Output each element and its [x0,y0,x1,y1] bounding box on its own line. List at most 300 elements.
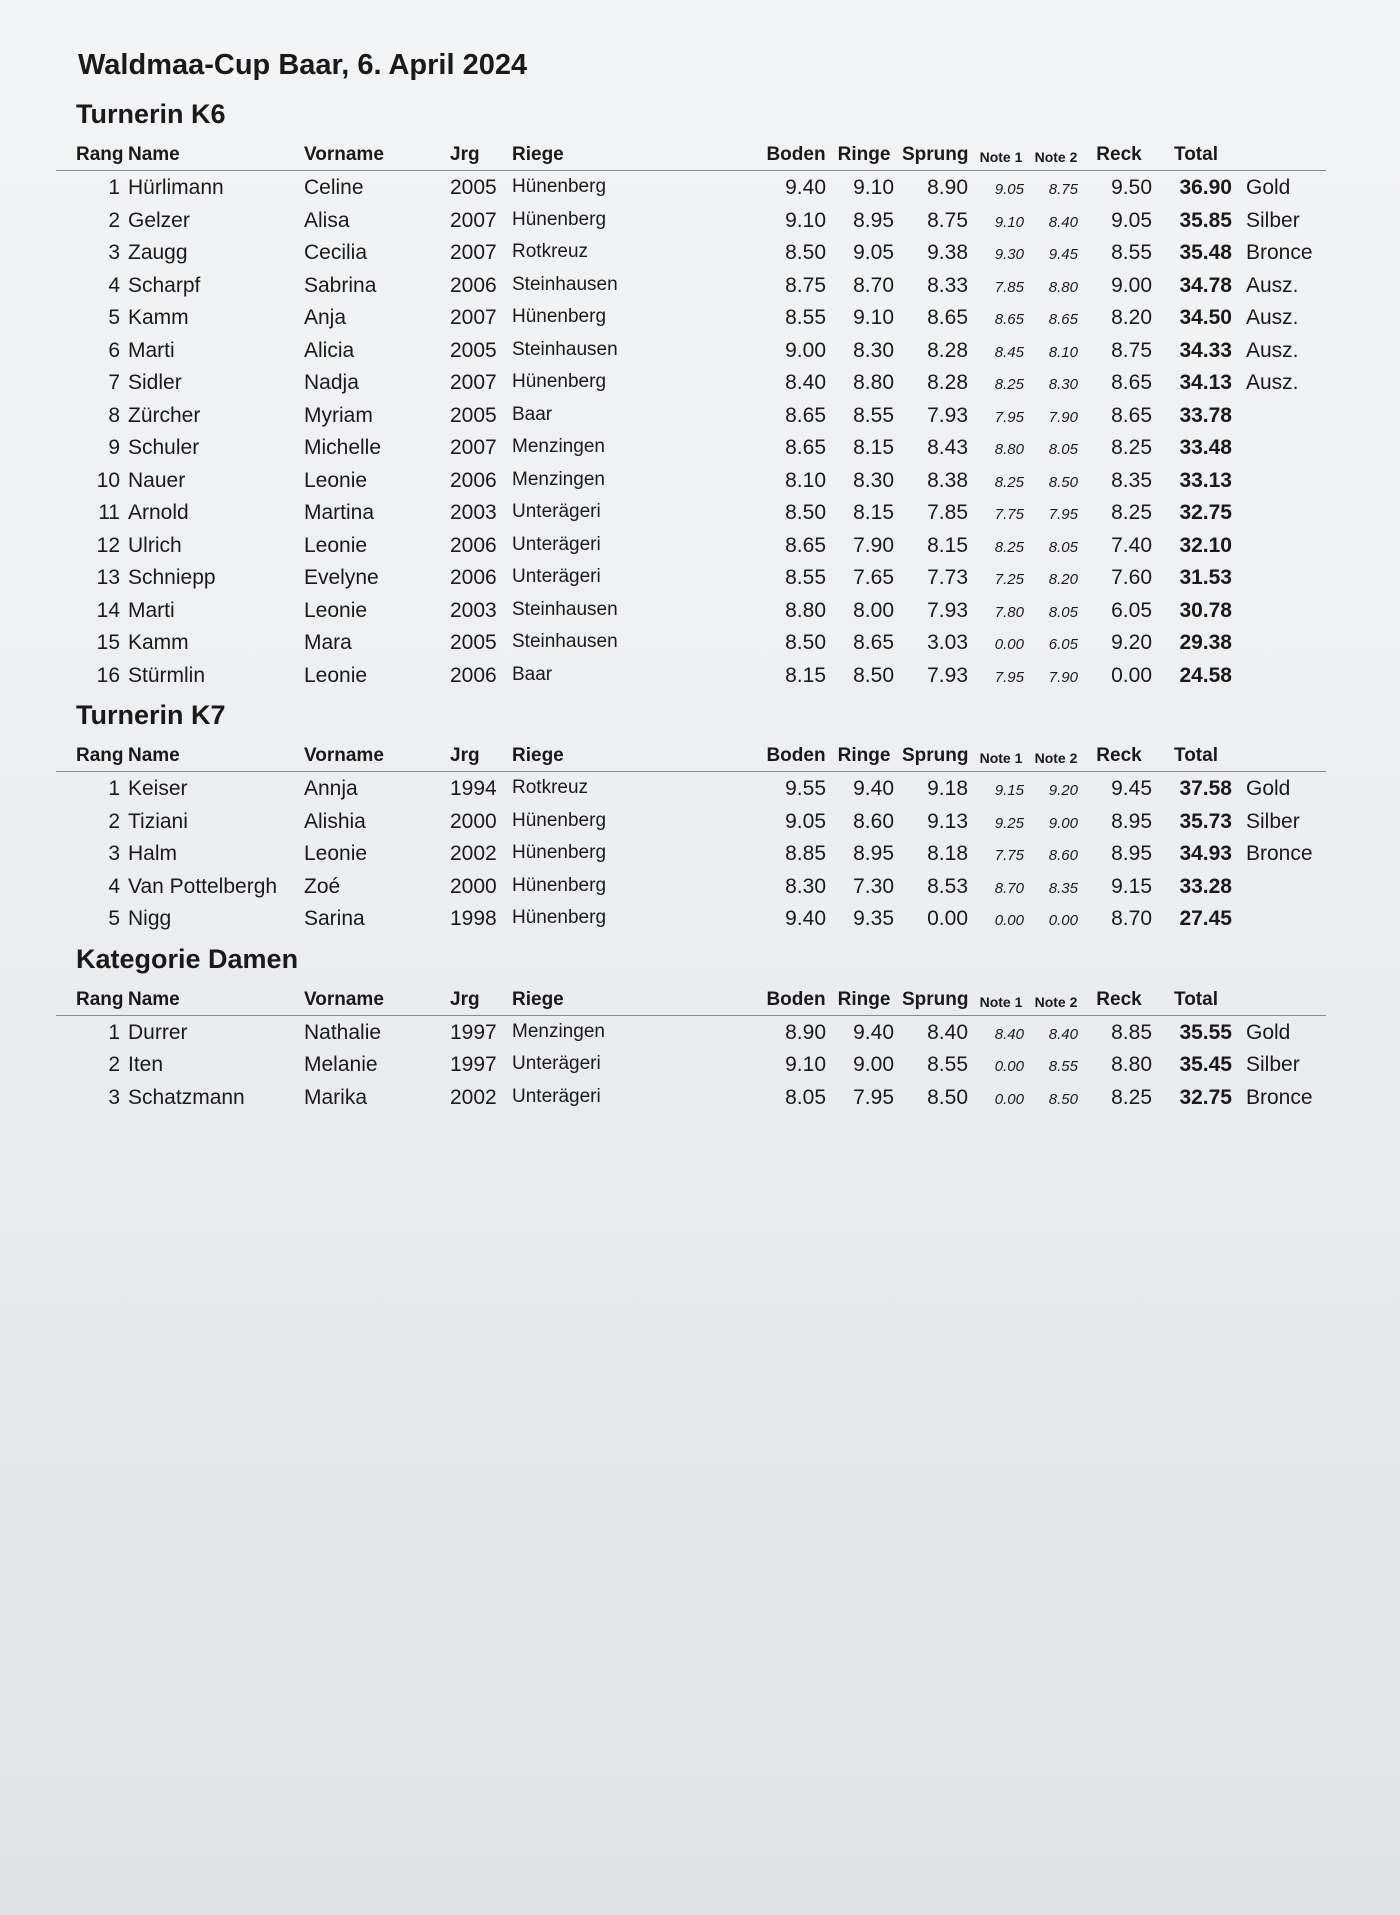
cell-reck: 8.70 [1111,907,1152,930]
cell-name: Hürlimann [128,176,224,199]
cell-note2: 8.65 [1048,311,1078,328]
cell-note1: 0.00 [994,1090,1024,1108]
cell-jrg: 2005 [450,403,497,427]
cell-sprung: 9.18 [927,777,968,800]
cell-riege: Unterägeri [512,1053,601,1074]
header-note2: Note 2 [1034,149,1078,165]
cell-rang: 4 [108,874,120,898]
cell-ringe: 8.95 [853,842,894,865]
cell-reck: 8.25 [1111,436,1152,459]
header-name: Name [128,144,180,165]
cell-ringe: 8.70 [853,273,894,297]
cell-ringe: 9.10 [853,176,894,199]
cell-ringe: 9.35 [853,907,894,930]
cell-jrg: 2002 [450,842,497,865]
cell-reck: 0.00 [1111,663,1152,687]
cell-sprung: 7.93 [927,663,968,687]
cell-ringe: 9.10 [853,306,894,329]
cell-rang: 1 [108,777,120,800]
cell-rang: 12 [96,533,120,557]
cell-note2: 8.20 [1048,571,1078,588]
cell-total: 31.53 [1179,566,1232,589]
cell-jrg: 1997 [450,1020,497,1044]
cell-vorname: Cecilia [304,241,368,264]
cell-boden: 8.80 [785,598,826,622]
cell-boden: 9.10 [785,208,826,232]
table-row [56,902,1346,935]
cell-sprung: 8.38 [927,468,968,492]
cell-reck: 8.35 [1111,468,1152,492]
cell-boden: 8.15 [785,663,826,687]
cell-vorname: Sarina [304,907,365,930]
cell-sprung: 8.40 [927,1020,968,1044]
header-jrg: Jrg [450,745,480,766]
cell-boden: 8.50 [785,501,826,524]
table-row [56,1081,1346,1114]
cell-rang: 7 [108,371,120,394]
table-header [56,136,1326,171]
header-sprung: Sprung [902,988,969,1010]
cell-note2: 8.05 [1048,441,1078,458]
cell-riege: Rotkreuz [512,777,589,798]
cell-ringe: 9.40 [853,777,894,800]
cell-note1: 7.75 [994,847,1024,864]
cell-note2: 8.05 [1048,603,1078,621]
cell-boden: 8.65 [785,436,826,459]
cell-award: Gold [1246,1020,1291,1044]
cell-ringe: 8.30 [853,468,894,492]
cell-reck: 9.05 [1111,208,1152,232]
cell-rang: 1 [108,1020,120,1044]
cell-riege: Unterägeri [512,533,601,555]
cell-note2: 7.90 [1048,668,1078,686]
cell-vorname: Leonie [304,468,368,492]
cell-boden: 8.75 [785,273,826,297]
cell-note1: 0.00 [994,1058,1024,1075]
cell-total: 34.50 [1179,306,1232,329]
cell-sprung: 7.85 [927,501,968,524]
header-reck: Reck [1096,144,1142,165]
cell-vorname: Alishia [304,809,366,833]
cell-riege: Hünenberg [512,907,607,928]
cell-total: 35.55 [1179,1020,1232,1044]
cell-sprung: 8.15 [927,533,968,557]
cell-note1: 7.80 [994,603,1024,621]
header-ringe: Ringe [837,144,891,165]
header-note1: Note 1 [979,993,1023,1010]
cell-riege: Hünenberg [512,176,607,197]
header-rang: Rang [76,144,124,165]
cell-total: 37.58 [1179,777,1232,800]
cell-vorname: Alicia [304,338,355,362]
cell-riege: Baar [512,663,553,685]
cell-jrg: 2007 [450,208,497,232]
cell-rang: 3 [108,241,120,264]
header-rang: Rang [76,745,124,766]
cell-note2: 8.75 [1048,181,1078,198]
cell-total: 27.45 [1179,907,1232,930]
cell-vorname: Alisa [304,208,350,232]
cell-ringe: 9.05 [853,241,894,264]
cell-note2: 9.45 [1048,246,1078,263]
document-title: Waldmaa-Cup Baar, 6. April 2024 [78,49,528,81]
cell-ringe: 8.60 [853,809,894,833]
cell-vorname: Sabrina [304,273,377,297]
cell-rang: 11 [98,501,120,524]
cell-name: Halm [128,842,178,865]
cell-jrg: 2003 [450,501,497,524]
cell-sprung: 0.00 [927,907,968,930]
header-jrg: Jrg [450,144,480,165]
cell-note2: 8.80 [1048,278,1078,296]
cell-award: Ausz. [1246,371,1299,394]
cell-jrg: 2007 [450,306,497,329]
cell-ringe: 8.50 [853,663,894,687]
cell-reck: 9.20 [1111,631,1152,654]
table-row [56,431,1346,464]
header-note1: Note 1 [979,149,1023,165]
cell-name: Sidler [128,371,182,394]
header-riege: Riege [512,144,564,165]
cell-ringe: 8.95 [853,208,894,232]
cell-sprung: 8.50 [927,1085,968,1109]
cell-riege: Rotkreuz [512,241,589,262]
cell-award: Bronce [1246,241,1313,264]
cell-note2: 6.05 [1048,636,1078,653]
cell-note1: 8.80 [994,441,1024,458]
cell-boden: 8.10 [785,468,826,492]
header-boden: Boden [766,144,826,165]
table-row [56,529,1346,562]
cell-name: Zürcher [128,403,201,427]
cell-jrg: 2006 [450,468,497,492]
cell-rang: 2 [108,208,120,232]
header-riege: Riege [512,988,564,1010]
cell-riege: Menzingen [512,436,605,457]
cell-sprung: 8.33 [927,273,968,297]
cell-boden: 9.00 [785,338,826,362]
cell-note2: 7.90 [1048,408,1078,426]
cell-name: Keiser [128,777,188,800]
cell-jrg: 2006 [450,663,497,687]
cell-total: 29.38 [1179,631,1232,654]
cell-sprung: 9.13 [927,809,968,833]
cell-note2: 8.05 [1048,538,1078,556]
cell-reck: 8.25 [1111,501,1152,524]
cell-ringe: 9.40 [853,1020,894,1044]
cell-total: 34.93 [1179,842,1232,865]
cell-boden: 9.10 [785,1053,826,1076]
cell-vorname: Celine [304,176,364,199]
cell-reck: 8.75 [1111,338,1152,362]
cell-note1: 7.25 [994,571,1024,588]
cell-award: Silber [1246,1053,1300,1076]
cell-boden: 8.05 [785,1085,826,1109]
cell-rang: 13 [96,566,120,589]
cell-riege: Steinhausen [512,273,618,295]
cell-note2: 0.00 [1048,912,1078,929]
header-reck: Reck [1096,745,1142,766]
cell-name: Arnold [128,501,189,524]
header-ringe: Ringe [837,745,891,766]
cell-ringe: 7.90 [853,533,894,557]
table-row [56,561,1346,594]
header-rang: Rang [76,988,124,1010]
header-reck: Reck [1096,988,1142,1010]
cell-ringe: 8.15 [853,501,894,524]
cell-name: Schuler [128,436,200,459]
cell-ringe: 8.80 [853,371,894,394]
cell-riege: Unterägeri [512,1085,601,1107]
cell-reck: 8.95 [1111,842,1152,865]
cell-reck: 6.05 [1111,598,1152,622]
table-row [56,464,1346,497]
cell-note1: 8.25 [994,376,1024,393]
cell-total: 35.73 [1179,809,1232,833]
cell-vorname: Myriam [304,403,373,427]
cell-jrg: 2005 [450,631,497,654]
cell-riege: Steinhausen [512,338,618,360]
cell-name: Schniepp [128,566,216,589]
cell-vorname: Melanie [304,1053,378,1076]
header-ringe: Ringe [837,988,891,1010]
cell-note2: 8.10 [1048,343,1078,361]
table-row [56,334,1346,367]
cell-name: Tiziani [128,809,188,833]
cell-ringe: 7.65 [853,566,894,589]
table-header [56,737,1326,772]
cell-total: 33.48 [1179,436,1232,459]
cell-name: Durrer [128,1020,188,1044]
cell-name: Van Pottelbergh [128,874,278,898]
cell-award: Ausz. [1246,338,1299,362]
cell-note1: 0.00 [994,636,1024,653]
cell-reck: 7.40 [1111,533,1152,557]
header-sprung: Sprung [902,745,969,766]
cell-boden: 8.90 [785,1020,826,1044]
cell-note1: 7.75 [994,506,1024,523]
header-total: Total [1174,144,1218,165]
cell-vorname: Leonie [304,598,368,622]
cell-note2: 8.50 [1048,1090,1078,1108]
cell-sprung: 7.93 [927,403,968,427]
cell-riege: Hünenberg [512,809,607,831]
header-boden: Boden [766,745,826,766]
cell-note1: 8.45 [994,343,1024,361]
cell-note1: 8.40 [994,1025,1024,1043]
cell-ringe: 8.55 [853,403,894,427]
cell-note2: 9.00 [1048,814,1078,832]
cell-award: Silber [1246,208,1300,232]
cell-award: Ausz. [1246,273,1299,297]
cell-rang: 3 [108,1085,120,1109]
header-note2: Note 2 [1034,993,1078,1010]
header-riege: Riege [512,745,564,766]
cell-name: Schatzmann [128,1085,245,1109]
cell-rang: 8 [108,403,120,427]
cell-name: Marti [128,338,175,362]
cell-ringe: 9.00 [853,1053,894,1076]
cell-riege: Hünenberg [512,208,607,230]
cell-jrg: 2002 [450,1085,497,1109]
cell-note1: 7.95 [994,668,1024,686]
cell-note1: 7.95 [994,408,1024,426]
cell-riege: Baar [512,403,553,425]
cell-name: Iten [128,1053,164,1076]
table-row [56,236,1346,269]
cell-award: Ausz. [1246,306,1299,329]
header-sprung: Sprung [902,144,969,165]
cell-reck: 8.65 [1111,371,1152,394]
header-name: Name [128,745,180,766]
cell-total: 35.85 [1179,208,1232,232]
cell-boden: 9.05 [785,809,826,833]
header-total: Total [1174,988,1218,1010]
cell-award: Bronce [1246,842,1313,865]
cell-boden: 8.65 [785,403,826,427]
cell-boden: 8.85 [785,842,826,865]
cell-name: Scharpf [128,273,201,297]
cell-riege: Hünenberg [512,306,607,327]
cell-vorname: Leonie [304,842,368,865]
cell-note2: 8.50 [1048,473,1078,491]
table-row [56,772,1346,805]
cell-note1: 9.15 [994,782,1024,799]
cell-reck: 8.65 [1111,403,1152,427]
cell-riege: Steinhausen [512,631,618,652]
cell-note2: 7.95 [1048,506,1078,523]
header-vorname: Vorname [304,745,384,766]
cell-name: Gelzer [128,208,190,232]
cell-note2: 8.30 [1048,376,1078,393]
cell-award: Silber [1246,809,1300,833]
header-note1: Note 1 [979,750,1023,766]
cell-reck: 8.95 [1111,809,1152,833]
cell-vorname: Evelyne [304,566,379,589]
cell-name: Nauer [128,468,186,492]
table-row [56,594,1346,627]
cell-note2: 9.20 [1048,782,1078,799]
cell-vorname: Nathalie [304,1020,382,1044]
cell-vorname: Anja [304,306,347,329]
cell-ringe: 7.95 [853,1085,894,1109]
cell-jrg: 2007 [450,436,497,459]
cell-total: 34.33 [1179,338,1232,362]
cell-boden: 8.55 [785,566,826,589]
header-vorname: Vorname [304,144,384,165]
cell-award: Bronce [1246,1085,1313,1109]
section-1 [56,697,1346,935]
cell-riege: Menzingen [512,1020,605,1042]
cell-jrg: 2000 [450,874,497,898]
cell-name: Nigg [128,907,172,930]
cell-reck: 8.25 [1111,1085,1152,1109]
cell-jrg: 2006 [450,566,497,589]
cell-riege: Menzingen [512,468,605,490]
cell-vorname: Mara [304,631,352,654]
cell-jrg: 2007 [450,371,497,394]
cell-name: Kamm [128,631,189,654]
table-row [56,366,1346,399]
cell-reck: 8.80 [1111,1053,1152,1076]
cell-sprung: 8.28 [927,338,968,362]
cell-note1: 8.70 [994,879,1024,897]
cell-sprung: 8.28 [927,371,968,394]
cell-rang: 9 [108,436,120,459]
cell-jrg: 2007 [450,241,497,264]
cell-rang: 14 [96,598,120,622]
table-row [56,171,1346,204]
cell-rang: 5 [108,907,120,930]
cell-vorname: Leonie [304,663,368,687]
cell-note2: 8.40 [1048,1025,1078,1043]
cell-jrg: 2000 [450,809,497,833]
table-row [56,870,1346,903]
cell-note1: 9.25 [994,814,1024,832]
section-title: Turnerin K6 [76,99,226,129]
table-header [56,981,1326,1016]
cell-rang: 2 [108,1053,120,1076]
cell-sprung: 8.90 [927,176,968,199]
cell-sprung: 8.43 [927,436,968,459]
cell-sprung: 3.03 [927,631,968,654]
cell-jrg: 2005 [450,338,497,362]
cell-rang: 15 [96,631,120,654]
cell-ringe: 8.65 [853,631,894,654]
cell-name: Zaugg [128,241,188,264]
cell-rang: 1 [108,176,120,199]
cell-jrg: 2006 [450,533,497,557]
section-2 [56,941,1346,1114]
cell-reck: 8.55 [1111,241,1152,264]
cell-vorname: Annja [304,777,358,800]
cell-name: Stürmlin [128,663,206,687]
cell-boden: 9.40 [785,907,826,930]
cell-note2: 8.40 [1048,213,1078,231]
cell-ringe: 7.30 [853,874,894,898]
cell-boden: 8.40 [785,371,826,394]
header-jrg: Jrg [450,988,480,1010]
header-note2: Note 2 [1034,750,1078,766]
cell-reck: 8.85 [1111,1020,1152,1044]
cell-total: 35.45 [1179,1053,1232,1076]
cell-ringe: 8.30 [853,338,894,362]
cell-total: 30.78 [1179,598,1232,622]
cell-boden: 8.65 [785,533,826,557]
cell-award: Gold [1246,176,1291,199]
section-title: Turnerin K7 [76,700,226,730]
cell-vorname: Martina [304,501,375,524]
cell-sprung: 7.73 [927,566,968,589]
cell-rang: 16 [96,663,120,687]
cell-rang: 2 [108,809,120,833]
header-total: Total [1174,745,1218,766]
cell-rang: 3 [108,842,120,865]
cell-total: 34.13 [1179,371,1232,394]
cell-total: 35.48 [1179,241,1232,264]
cell-total: 33.13 [1179,468,1232,492]
cell-sprung: 8.65 [927,306,968,329]
cell-riege: Unterägeri [512,566,601,587]
cell-total: 32.75 [1179,501,1232,524]
cell-jrg: 1997 [450,1053,497,1076]
cell-sprung: 8.18 [927,842,968,865]
cell-boden: 8.50 [785,631,826,654]
cell-boden: 9.55 [785,777,826,800]
cell-reck: 9.50 [1111,176,1152,199]
cell-jrg: 2003 [450,598,497,622]
cell-note2: 8.35 [1048,879,1078,897]
